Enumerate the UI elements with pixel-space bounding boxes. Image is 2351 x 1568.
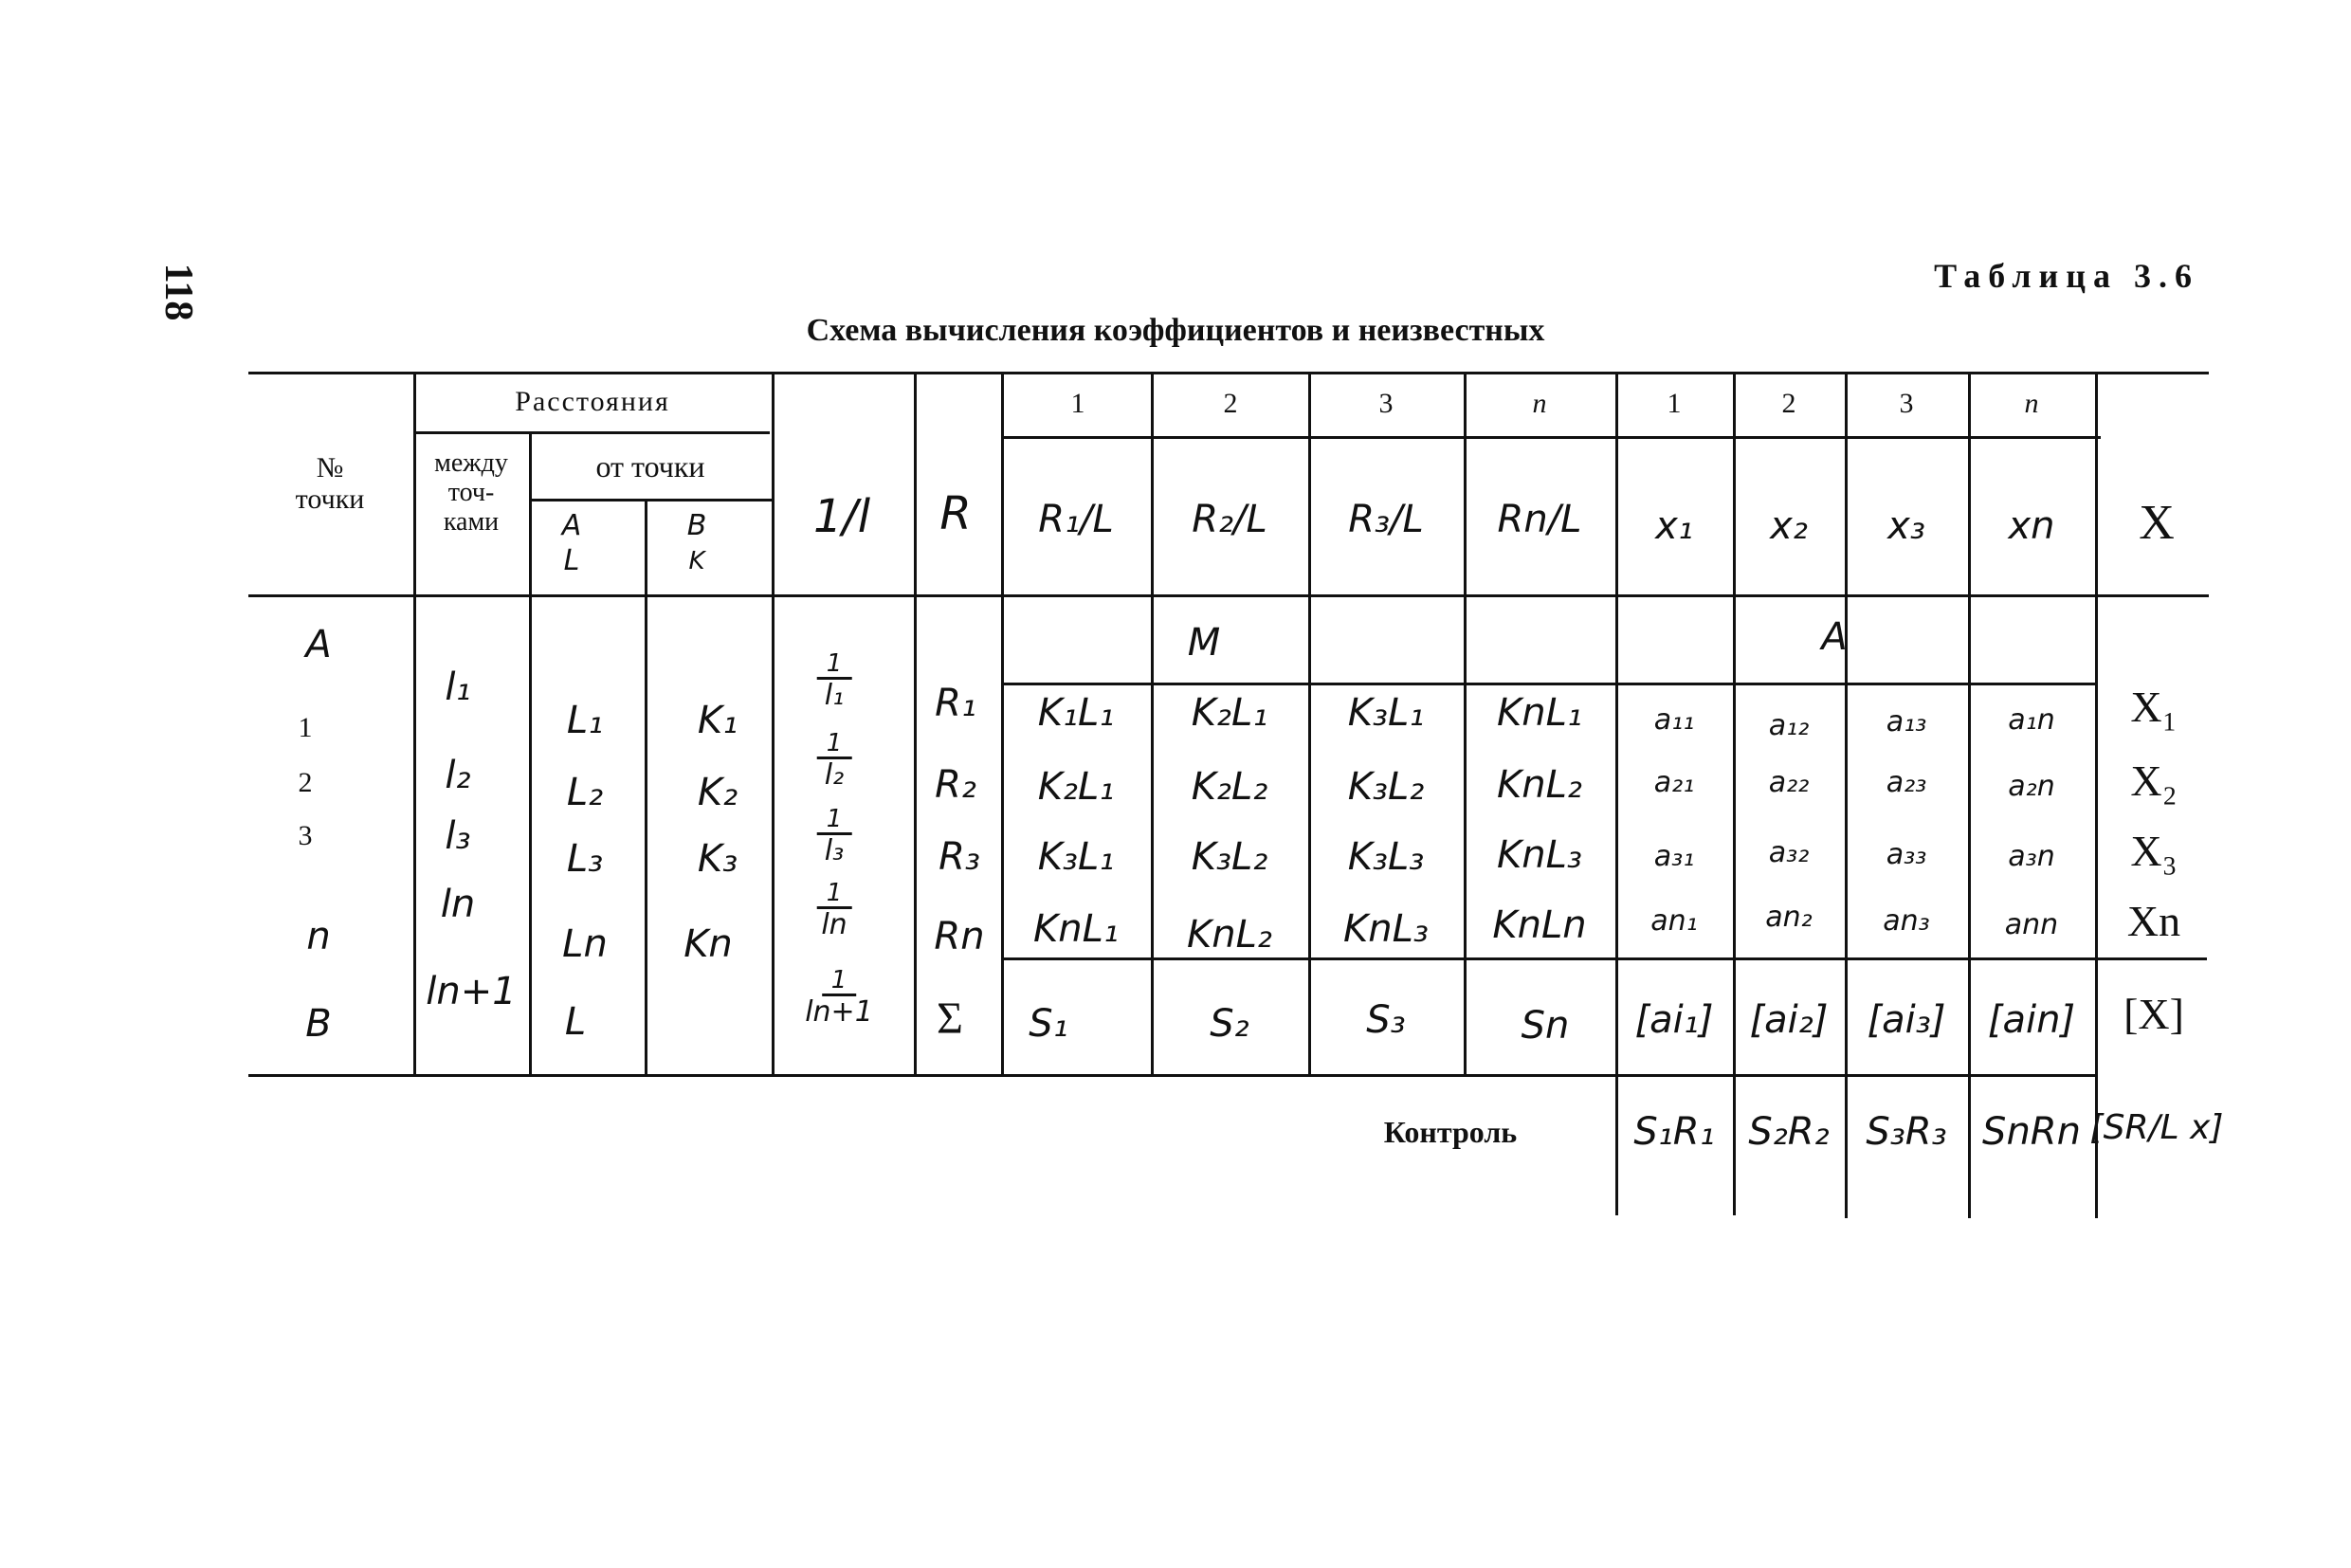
M-cell: K₃L₃ — [1347, 835, 1425, 879]
A-cell: a₁n — [2008, 703, 2055, 737]
M-section-label: M — [1187, 621, 1221, 665]
header-from-B: B — [686, 509, 707, 542]
M-cell: KnL₂ — [1187, 913, 1272, 957]
col-sep-8b — [1308, 683, 1311, 1076]
col-sep-4 — [772, 372, 775, 1076]
M-cell: KnL₃ — [1343, 907, 1429, 951]
A-cell: a₁₃ — [1886, 705, 1927, 738]
header-inv-l: 1/l — [812, 490, 871, 543]
col-sep-5 — [914, 372, 917, 1076]
header-ratio-1: R₁/L — [1038, 498, 1114, 541]
M-cell: KnL₂ — [1497, 763, 1582, 807]
header-from-L: L — [563, 544, 580, 577]
inv-l-fraction-2: $\frac{1}{\text{l₂}}$ — [817, 731, 852, 790]
rule-under-distances — [415, 431, 770, 434]
col-sep-13 — [1968, 372, 1971, 684]
inv-l-fraction-3: $\frac{1}{\text{l₃}}$ — [817, 807, 852, 866]
l-value-1: l₁ — [445, 665, 471, 709]
M-cell: K₂L₂ — [1191, 765, 1268, 809]
col-sep-9b — [1464, 683, 1467, 1076]
header-from-A: A — [561, 509, 582, 542]
row-label-n: n — [306, 915, 331, 958]
M-cell: KnL₁ — [1497, 691, 1582, 735]
A-cell: a₂₂ — [1768, 766, 1810, 799]
control-value-1: S₁R₁ — [1633, 1110, 1715, 1154]
header-x-3: x₃ — [1887, 504, 1925, 548]
L-value-1: L₁ — [566, 699, 604, 742]
inv-l-fraction-n: $\frac{1}{\ln}$ — [817, 881, 852, 939]
M-cell: K₂L₁ — [1191, 691, 1268, 735]
row-label-2: 2 — [298, 767, 313, 798]
header-x-1: x₁ — [1655, 504, 1693, 548]
header-ratio-n: Rn/L — [1497, 498, 1582, 541]
rule-header-bottom — [248, 594, 2209, 597]
col-sep-3 — [645, 499, 647, 1076]
header-num-left-3: 3 — [1378, 388, 1394, 419]
A-cell: an₃ — [1883, 904, 1930, 938]
A-cell: a₃₃ — [1886, 838, 1927, 871]
A-cell: a₃n — [2008, 840, 2055, 873]
A-cell: an₂ — [1765, 901, 1813, 934]
A-section-label: A — [1821, 615, 1848, 659]
header-num-left-2: 2 — [1223, 388, 1238, 419]
header-R: R — [939, 487, 972, 540]
K-value-n: Kn — [683, 922, 733, 966]
col-sep-13b — [1968, 683, 1971, 1218]
K-value-2: K₂ — [697, 771, 738, 814]
header-X: X — [2139, 496, 2175, 550]
sum-S-1: S₁ — [1029, 1002, 1068, 1046]
M-cell: K₂L₁ — [1037, 765, 1115, 809]
M-cell: K₃L₂ — [1347, 765, 1425, 809]
table-label: Таблица 3.6 — [1934, 257, 2199, 295]
A-cell: a₂₃ — [1886, 766, 1927, 799]
sum-S-n: Sn — [1521, 1004, 1570, 1048]
M-cell: K₁L₁ — [1037, 691, 1115, 735]
sum-a-n: [ain] — [1987, 998, 2076, 1042]
header-between-points: между точ- ками — [434, 447, 508, 537]
col-sep-7b — [1151, 683, 1154, 1076]
col-sep-14 — [2095, 372, 2098, 1218]
control-value-3: S₃R₃ — [1866, 1110, 1947, 1154]
col-sep-8 — [1308, 372, 1311, 684]
row-label-3: 3 — [298, 820, 313, 851]
rule-table-bottom — [248, 1074, 2097, 1077]
M-cell: K₃L₁ — [1347, 691, 1425, 735]
A-cell: a₃₂ — [1768, 836, 1810, 869]
header-num-left-1: 1 — [1070, 388, 1085, 419]
rule-top — [248, 372, 2209, 374]
control-value-n: SnRn — [1982, 1110, 2081, 1154]
l-value-n1: ln+1 — [426, 970, 517, 1013]
col-sep-9 — [1464, 372, 1467, 684]
L-value-n: Ln — [562, 922, 608, 966]
K-value-3: K₃ — [697, 837, 738, 881]
M-cell: KnLn — [1492, 903, 1587, 947]
sum-S-2: S₂ — [1210, 1002, 1249, 1046]
control-value-total: [SR/L x] — [2089, 1108, 2224, 1147]
header-x-n: xn — [2008, 504, 2055, 548]
col-sep-10 — [1615, 372, 1618, 1215]
control-label: Контроль — [1383, 1115, 1518, 1149]
header-distances: Расстояния — [515, 386, 670, 417]
header-num-right-1: 1 — [1667, 388, 1682, 419]
col-sep-11 — [1733, 372, 1736, 684]
header-ratio-2: R₂/L — [1192, 498, 1267, 541]
R-value-3: R₃ — [939, 835, 980, 879]
X-value-2: X₂ — [2130, 757, 2178, 805]
L-value-2: L₂ — [566, 771, 604, 814]
A-cell: ann — [2004, 908, 2059, 941]
R-value-n: Rn — [934, 915, 985, 958]
l-value-3: l₃ — [445, 814, 471, 858]
col-sep-1 — [413, 372, 416, 1076]
A-cell: a₂n — [2008, 770, 2055, 803]
control-value-2: S₂R₂ — [1748, 1110, 1830, 1154]
X-value-3: X₃ — [2130, 827, 2178, 875]
sum-a-2: [ai₂] — [1749, 998, 1829, 1042]
sum-S-3: S₃ — [1366, 998, 1406, 1042]
A-cell: a₂₁ — [1653, 766, 1695, 799]
M-cell: KnL₁ — [1033, 907, 1119, 951]
sum-X: [X] — [2123, 990, 2184, 1038]
L-value-3: L₃ — [566, 837, 604, 881]
rule-under-M-A — [1003, 683, 2095, 685]
col-sep-2 — [529, 431, 532, 1076]
row-label-1: 1 — [298, 712, 313, 743]
header-num-right-n: n — [2024, 388, 2039, 419]
L-value-last: L — [564, 1000, 587, 1044]
header-x-2: x₂ — [1770, 504, 1808, 548]
header-from-point: от точки — [595, 449, 705, 483]
page-number: 118 — [156, 263, 200, 321]
inv-l-fraction-1: $\frac{1}{\text{l₁}}$ — [817, 651, 852, 710]
header-ratio-3: R₃/L — [1348, 498, 1424, 541]
header-from-K: K — [688, 547, 705, 575]
header-num-right-3: 3 — [1899, 388, 1914, 419]
sum-a-3: [ai₃] — [1867, 998, 1946, 1042]
col-sep-6 — [1001, 372, 1004, 1076]
R-value-2: R₂ — [935, 763, 976, 807]
A-cell: a₁₁ — [1653, 703, 1695, 737]
rule-under-from-point — [531, 499, 772, 501]
X-value-n: Xn — [2126, 897, 2181, 945]
col-sep-7 — [1151, 372, 1154, 684]
M-cell: K₃L₂ — [1191, 835, 1268, 879]
R-value-1: R₁ — [935, 682, 976, 725]
rule-under-numbers — [1003, 436, 2101, 439]
header-num-left-n: n — [1532, 388, 1547, 419]
sum-a-1: [ai₁] — [1634, 998, 1714, 1042]
inv-l-fraction-n1: $\frac{1}{\ln+1}$ — [805, 966, 873, 1029]
l-value-2: l₂ — [445, 754, 471, 797]
l-value-n: ln — [440, 883, 476, 926]
row-label-A: A — [305, 623, 332, 666]
R-value-sigma: Σ — [937, 994, 963, 1044]
header-num-right-2: 2 — [1781, 388, 1796, 419]
M-cell: K₃L₁ — [1037, 835, 1115, 879]
table-title: Схема вычисления коэффициентов и неизвестных — [806, 313, 1545, 348]
A-cell: a₃₁ — [1653, 840, 1695, 873]
col-sep-11b — [1733, 683, 1736, 1215]
header-point-no: № точки — [295, 452, 365, 515]
K-value-1: K₁ — [697, 699, 738, 742]
X-value-1: X₁ — [2130, 683, 2178, 731]
col-sep-12b — [1845, 683, 1848, 1218]
A-cell: an₁ — [1650, 904, 1698, 938]
row-label-B: B — [305, 1002, 332, 1046]
M-cell: KnL₃ — [1497, 833, 1582, 877]
A-cell: a₁₂ — [1768, 709, 1810, 742]
rule-above-sums — [1003, 957, 2207, 960]
